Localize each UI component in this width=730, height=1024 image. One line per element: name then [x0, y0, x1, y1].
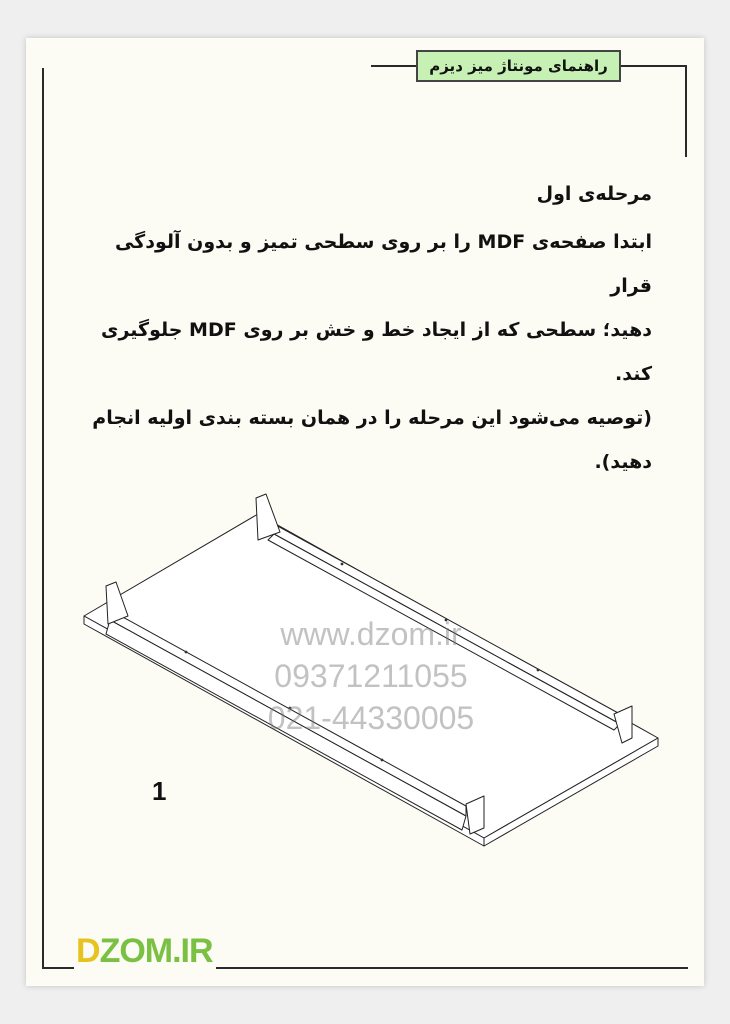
back-left-bracket — [256, 494, 280, 540]
brand-logo-rest: ZOM.IR — [99, 932, 213, 970]
rail-hole — [185, 651, 188, 654]
step-line-2: دهید؛ سطحی که از ایجاد خط و خش بر روی MDF جلوگیری کند. — [101, 319, 652, 385]
step-title: مرحله‌ی اول — [536, 183, 652, 205]
watermark-phone-2: 021-44330005 — [267, 700, 475, 736]
step-line-1: ابتدا صفحه‌ی MDF را بر روی سطحی تمیز و بدون آلودگی قرار — [114, 231, 652, 297]
watermark — [256, 613, 486, 739]
manual-page — [26, 38, 704, 986]
rail-hole — [537, 669, 540, 672]
step-line-3: (توصیه می‌شود این مرحله را در همان بسته بندی اولیه انجام — [92, 407, 652, 429]
rail-hole — [341, 563, 344, 566]
rail-hole — [381, 759, 384, 762]
brand-logo-first: D — [76, 932, 100, 970]
mdf-board-illustration — [26, 38, 704, 986]
watermark-phone-1: 09371211055 — [274, 658, 468, 694]
header-title-badge: راهنمای مونتاژ میز دیزم — [416, 50, 621, 82]
step-number: 1 — [152, 776, 167, 806]
brand-logo — [76, 932, 213, 971]
watermark-website: www.dzom.ir — [280, 616, 462, 652]
step-line-4: دهید). — [594, 451, 652, 473]
